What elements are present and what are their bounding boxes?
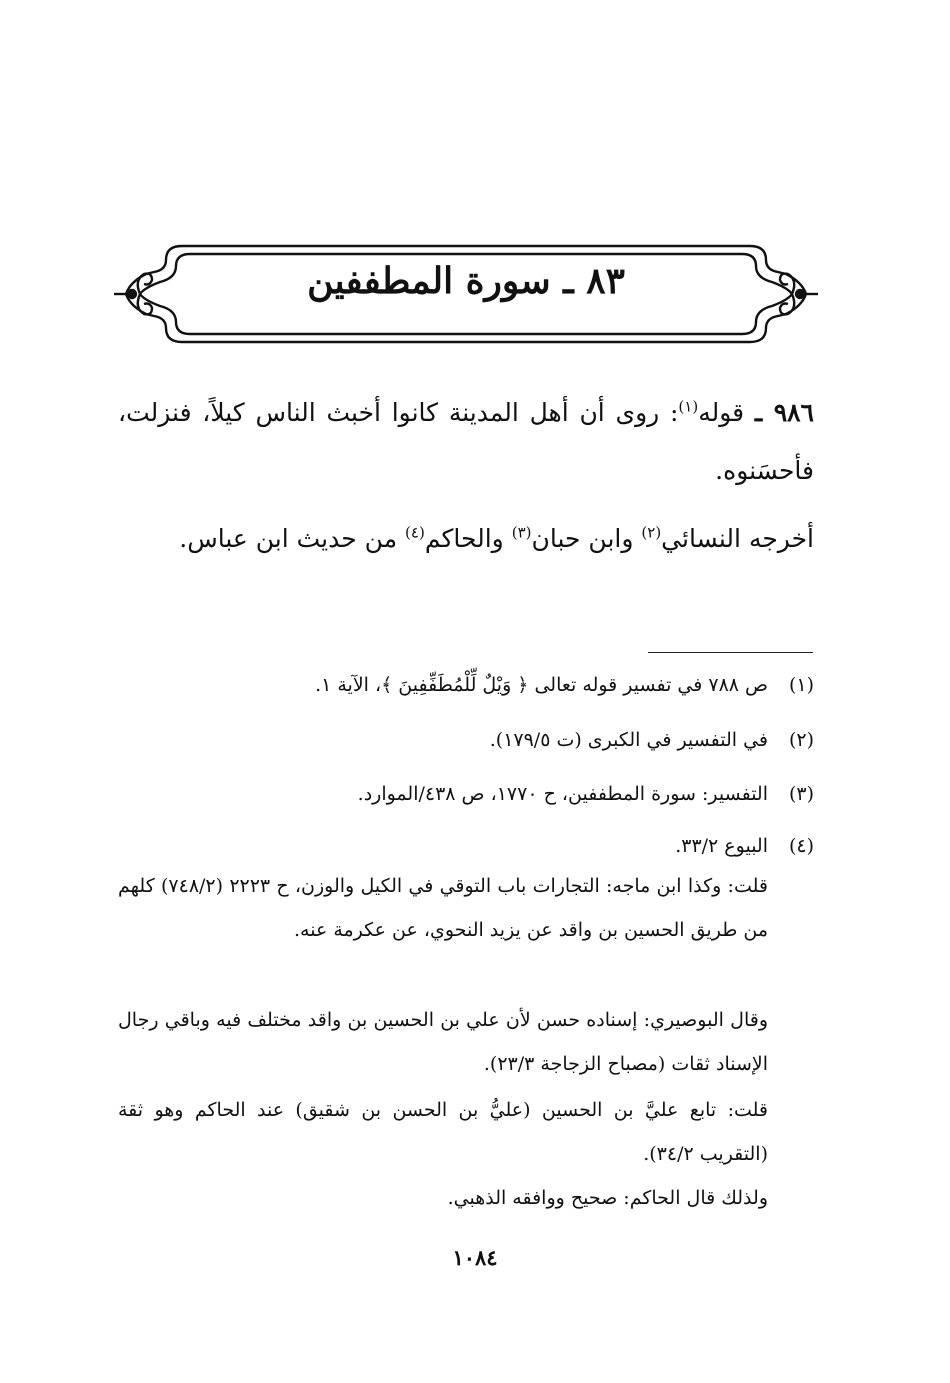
footnote-text: ص ٧٨٨ في تفسير قوله تعالى ﴿ وَيْلٌ لِّلْمُطَفِّفِينَ ﴾، الآية ١. [315,674,768,696]
footnote-text: في التفسير في الكبرى (ت ١٧٩/٥). [489,729,768,751]
footnote-text: البيوع ٣٣/٢. [675,835,768,857]
surah-title: ٨٣ ـ سورة المطففين [307,260,625,302]
takhrij-paragraph [118,510,814,568]
hadith-text-intro: قوله [698,398,745,427]
footnote-ref-4: (٤) [405,523,425,542]
footnote-4-note-2: وقال البوصيري: إسناده حسن لأن علي بن الحسين بن واقد مختلف فيه وباقي رجال الإسناد ثقات (مصباح الزجاجة ٢٣/٣). [118,1009,768,1075]
footnote-number: (١) [788,674,814,696]
takhrij-text-1: أخرجه النسائي [661,524,814,553]
hadith-paragraph [118,384,814,500]
footnote-text: التفسير: سورة المطففين، ح ١٧٧٠، ص ٤٣٨/الموارد. [357,783,768,805]
takhrij-text-3: والحاكم [424,524,512,553]
footnote-ref-1: (١) [678,397,699,416]
footnote-4 [118,828,814,864]
footnote-separator [648,652,813,653]
footnote-4-note-4: ولذلك قال الحاكم: صحيح ووافقه الذهبي. [447,1187,768,1209]
hadith-text: : روى أن أهل المدينة كانوا أخبث الناس كيلاً، فنزلت، فأحسَنوه. [118,398,814,485]
takhrij-text-4: من حديث ابن عباس. [179,524,406,553]
takhrij-text-2: وابن حبان [531,524,642,553]
hadith-number: ٩٨٦ ـ [754,398,814,427]
footnote-ref-3: (٣) [511,523,532,542]
footnote-number: (٤) [788,835,814,857]
footnote-number: (٣) [788,783,814,805]
footnote-number: (٢) [788,729,814,751]
footnote-2 [118,722,814,758]
footnote-4-note-1: قلت: وكذا ابن ماجه: التجارات باب التوقي في الكيل والوزن، ح ٢٢٢٣ (٧٤٨/٢) كلهم من طريق الحسين بن واقد عن يزيد النحوي، عن عكرمة عنه. [118,875,768,941]
footnote-3 [118,776,814,812]
footnote-4-note-3: قلت: تابع عليَّ بن الحسين (عليُّ بن الحسن بن شقيق) عند الحاكم وهو ثقة (التقريب ٣٤/٢). [118,1099,768,1165]
page-number: ١٠٨٤ [452,1245,498,1270]
footnote-ref-2: (٢) [641,523,662,542]
surah-title-banner [112,240,820,348]
footnote-1 [118,667,814,703]
